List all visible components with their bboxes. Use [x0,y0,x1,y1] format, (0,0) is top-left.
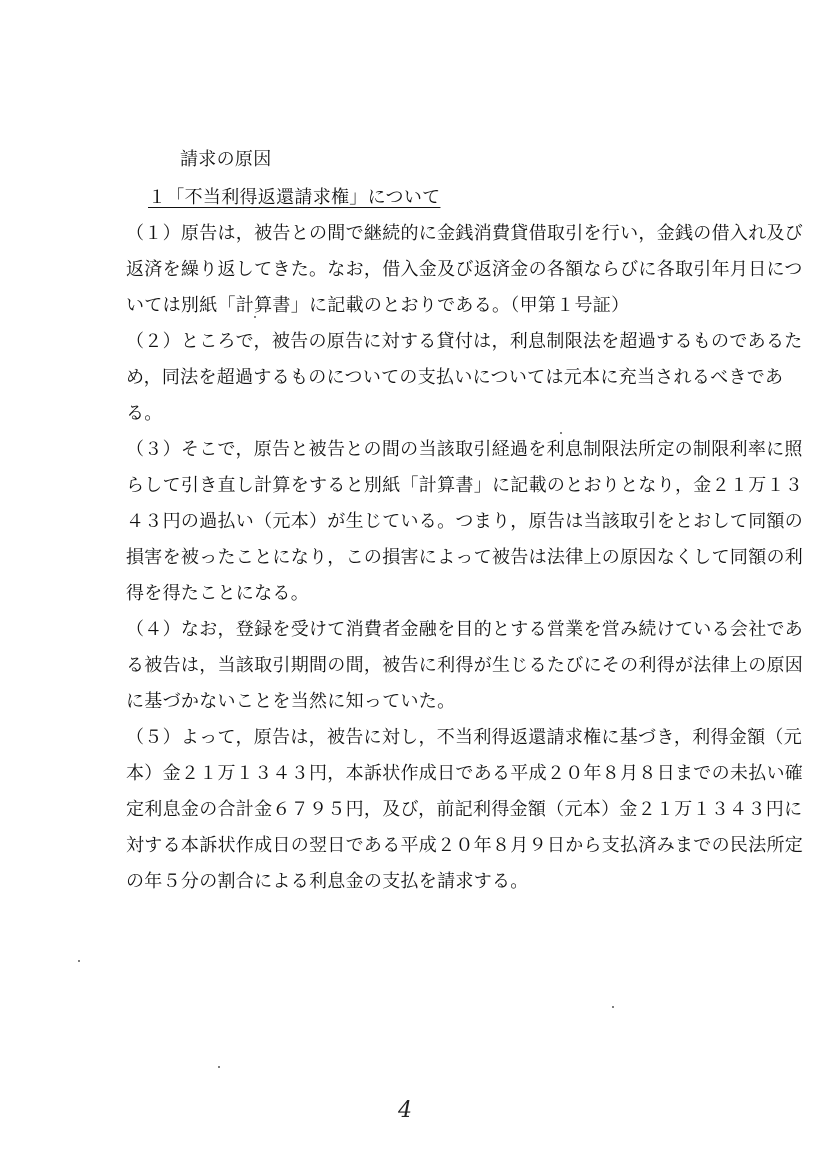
body-line: ４３円の過払い（元本）が生じている。つまり，原告は当該取引をとおして同額の [126,511,804,532]
body-line: （２）ところで，被告の原告に対する貸付は，利息制限法を超過するものであるた [126,331,803,352]
body-line: の年５分の割合による利息金の支払を請求する。 [126,871,529,892]
page-number: 4 [398,1098,412,1123]
body-line: 定利息金の合計金６７９５円，及び，前記利得金額（元本）金２１万１３４３円に [126,799,803,820]
body-line: いては別紙「計算書」に記載のとおりである。（甲第１号証） [126,295,630,316]
scan-speck [218,1066,220,1068]
body-line: 対する本訴状作成日の翌日である平成２０年８月９日から支払済みまでの民法所定 [126,835,804,856]
body-line: （３）そこで，原告と被告との間の当該取引経過を利息制限法所定の制限利率に照 [126,439,803,460]
body-line: め，同法を超過するものについての支払いについては元本に充当されるべきであ [126,367,784,388]
body-line: に基づかないことを当然に知っていた。 [126,691,456,712]
body-line: 本）金２１万１３４３円，本訴状作成日である平成２０年８月８日までの未払い確 [126,763,804,784]
scan-speck [560,432,562,434]
body-line: 得を得たことになる。 [126,583,309,604]
body-line: （５）よって，原告は，被告に対し，不当利得返還請求権に基づき，利得金額（元 [126,727,803,748]
scan-speck [254,316,256,318]
section-heading: 請求の原因 [180,149,272,170]
body-line: 返済を繰り返してきた。なお，借入金及び返済金の各額ならびに各取引年月日につ [126,259,803,280]
scan-speck [78,960,80,962]
scan-speck [612,1006,614,1008]
body-line: （４）なお，登録を受けて消費者金融を目的とする営業を営み続けている会社であ [126,619,804,640]
body-line: らして引き直し計算をすると別紙「計算書」に記載のとおりとなり，金２１万１３ [126,475,804,496]
body-line: （１）原告は，被告との間で継続的に金銭消費貸借取引を行い，金銭の借入れ及び [126,223,804,244]
body-line: る被告は，当該取引期間の間，被告に利得が生じるたびにその利得が法律上の原因 [126,655,804,676]
subsection-heading: １「不当利得返還請求権」について [148,187,441,208]
body-line: 損害を被ったことになり，この損害によって被告は法律上の原因なくして同額の利 [126,547,804,568]
body-line: る。 [126,403,163,424]
